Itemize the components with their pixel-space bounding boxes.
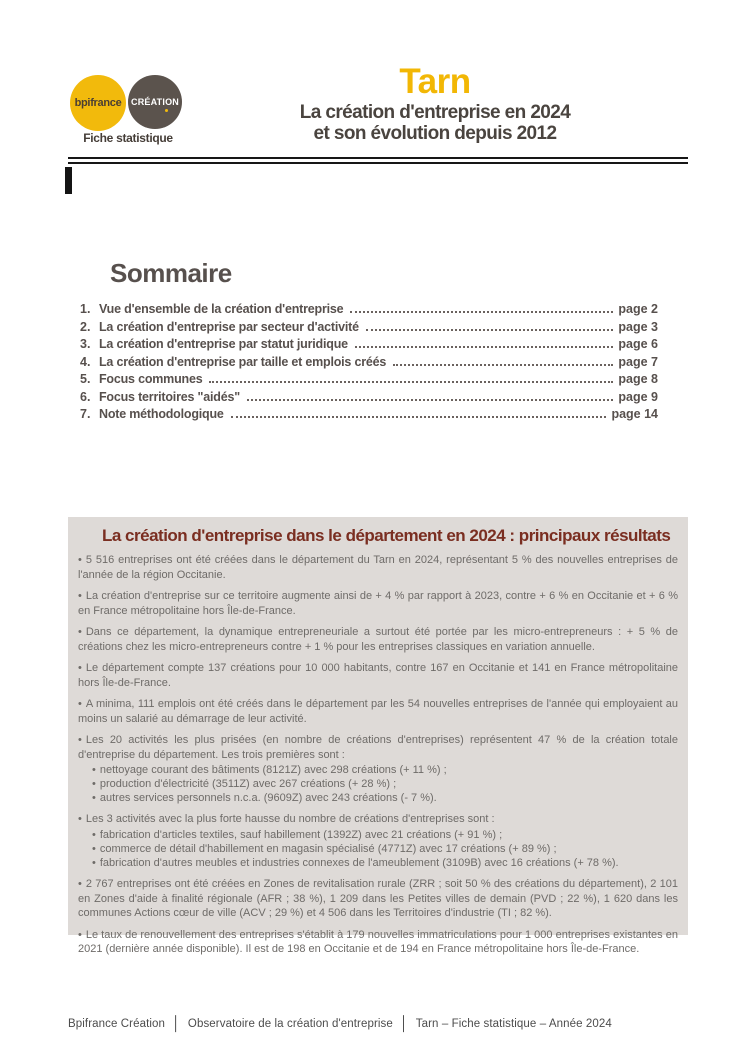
toc-item-label: Focus territoires "aidés" [99,389,240,404]
bullet-marker: • [78,928,82,941]
toc-item-2[interactable] [80,320,658,338]
bullet-marker: • [78,662,82,675]
toc-item-page: page 9 [618,389,658,404]
result-bullet-1 [78,553,678,582]
result-bullet-text: Le département compte 137 créations pour 10 000 habitants, contre 167 en Occitanie et 141 en France métropolitaine hors Île-de-France. [78,662,678,689]
result-bullet-7-sublist [92,828,678,870]
toc-item-page: page 6 [618,337,658,351]
creation-logo-yellow-dot [165,109,168,112]
bullet-marker: • [78,626,82,639]
bullet-marker: • [78,734,82,747]
dotted-leader [393,356,613,366]
document-title-line2: et son évolution depuis 2012 [313,122,557,144]
bullet-marker: • [92,792,96,805]
dotted-leader [366,321,614,331]
result-bullet-2 [78,589,678,618]
bullet-marker: • [78,878,82,891]
bullet-marker: • [92,778,96,791]
toc-item-3[interactable] [80,337,658,355]
dotted-leader [247,391,613,401]
toc-item-number: 6. [80,389,91,404]
result-bullet-7 [78,812,678,827]
left-margin-mark [65,167,72,194]
result-bullet-text: A minima, 111 emplois ont été créés dans le département par les 54 nouvelles entreprises de l'année qui employaient au moins un salarié au démarrage de leur activité. [78,698,678,725]
toc-item-number: 2. [80,319,91,334]
sub-bullet [92,763,678,777]
bpifrance-logo [70,75,126,131]
dotted-leader [350,303,613,313]
sub-bullet [92,842,678,856]
toc-item-5[interactable] [80,372,658,390]
sub-bullet [92,791,678,805]
toc-item-number: 4. [80,354,91,369]
result-bullet-9 [78,928,678,957]
sub-bullet-text: nettoyage courant des bâtiments (8121Z) avec 298 créations (+ 11 %) ; [99,764,447,777]
bullet-marker: • [92,828,96,841]
toc-item-label: La création d'entreprise par taille et emplois créés [99,354,387,369]
table-of-contents [80,258,658,425]
result-bullet-text: Les 20 activités les plus prisées (en nombre de créations d'entreprises) représentent 47 % de la création totale d'entreprise du département. Les trois premières sont : [78,734,678,761]
bullet-marker: • [78,813,82,826]
dotted-leader [231,408,607,418]
result-bullet-8 [78,877,678,921]
sub-bullet [92,828,678,842]
toc-item-7[interactable] [80,407,658,425]
toc-item-number: 3. [80,337,91,351]
document-title [295,103,575,145]
dotted-leader [209,373,613,383]
document-title-line1: La création d'entreprise en 2024 [299,102,571,123]
sub-bullet-text: commerce de détail d'habillement en magasin spécialisé (4771Z) avec 17 créations (+ 89 %) ; [99,843,557,856]
result-bullet-text: Le taux de renouvellement des entreprises s'établit à 179 nouvelles immatriculations pour 1 000 entreprises existantes en 2021 (dernière année disponible). Il est de 198 en Occitanie et de 194 en France métropolitaine hors Île-de-France. [78,928,678,956]
toc-item-label: Note méthodologique [99,407,224,421]
header-divider [68,157,688,164]
dotted-leader [355,338,614,348]
footer-separator: │ [399,1015,409,1031]
sub-bullet-text: autres services personnels n.c.a. (9609Z) avec 243 créations (- 7 %). [99,792,437,805]
result-bullet-text: Les 3 activités avec la plus forte hausse du nombre de créations d'entreprises sont : [85,813,495,826]
result-bullet-text: La création d'entreprise sur ce territoire augmente ainsi de + 4 % par rapport à 2023, contre + 6 % en Occitanie et + 6 % en France métropolitaine hors Île-de-France. [78,590,678,617]
result-bullet-4 [78,661,678,690]
result-bullet-text: Dans ce département, la dynamique entrepreneuriale a surtout été portée par les micro-entrepreneurs : + 5 % de créations chez les micro-entrepreneurs contre + 1 % pour les entreprises classiques en variation annuelle. [78,626,678,653]
result-bullet-6-sublist [92,763,678,805]
logo-tagline: Fiche statistique [83,131,173,145]
toc-item-6[interactable] [80,390,658,408]
bullet-marker: • [92,764,96,777]
bullet-marker: • [78,698,82,711]
sub-bullet-text: production d'électricité (3511Z) avec 267 créations (+ 28 %) ; [99,778,397,791]
toc-item-label: Vue d'ensemble de la création d'entreprise [99,302,344,316]
toc-item-number: 5. [80,372,91,386]
toc-item-4[interactable] [80,355,658,373]
department-name: Tarn [399,62,471,101]
toc-item-page: page 2 [618,302,658,316]
page-footer [68,1014,688,1030]
bullet-marker: • [92,843,96,856]
footer-separator: │ [172,1015,181,1031]
sub-bullet-text: fabrication d'articles textiles, sauf habillement (1392Z) avec 21 créations (+ 91 %) ; [99,828,503,841]
creation-logo [128,75,182,129]
results-heading: La création d'entreprise dans le département en 2024 : principaux résultats [102,526,671,545]
toc-item-number: 1. [80,302,91,316]
result-bullet-3 [78,625,678,654]
toc-item-page: page 14 [611,407,658,421]
toc-item-label: La création d'entreprise par statut juridique [99,337,348,351]
toc-item-page: page 7 [618,354,658,369]
result-bullet-text: 2 767 entreprises ont été créées en Zones de revitalisation rurale (ZRR ; soit 50 % des créations du département), 2 101 en Zones d'aide à finalité régionale (AFR ; 38 %), 1 209 dans les Petites villes de demain (PVD ; 22 %), 1 620 dans les communes Actions cœur de ville (ACV ; 29 %) et 4 506 dans les Territoires d'industrie (TI ; 82 %). [78,878,678,920]
bullet-marker: • [78,554,82,566]
result-bullet-6 [78,733,678,762]
toc-item-1[interactable] [80,302,658,320]
bullet-marker: • [78,590,82,603]
toc-item-label: Focus communes [99,372,203,386]
footer-source: Observatoire de la création d'entreprise [187,1018,393,1030]
result-bullet-5 [78,697,678,726]
bullet-marker: • [92,857,96,870]
bpifrance-logo-text: bpifrance [74,97,122,109]
sub-bullet [92,777,678,791]
toc-heading: Sommaire [110,258,232,288]
toc-item-label: La création d'entreprise par secteur d'activité [99,319,359,334]
toc-item-page: page 3 [618,319,658,334]
sub-bullet [92,856,678,870]
creation-logo-text: CRÉATION [131,97,179,107]
results-summary-box [68,517,688,956]
toc-list [80,302,658,425]
footer-publisher: Bpifrance Création [68,1018,166,1030]
toc-item-number: 7. [80,407,91,421]
sub-bullet-text: fabrication d'autres meubles et industries connexes de l'ameublement (3109B) avec 16 créations (+ 78 %). [99,857,619,870]
footer-document-label: Tarn – Fiche statistique – Année 2024 [415,1018,612,1030]
toc-item-page: page 8 [618,372,658,386]
result-bullet-text: 5 516 entreprises ont été créées dans le département du Tarn en 2024, représentant 5 % des nouvelles entreprises de l'année de la région Occitanie. [78,554,678,581]
title-block [295,64,575,145]
